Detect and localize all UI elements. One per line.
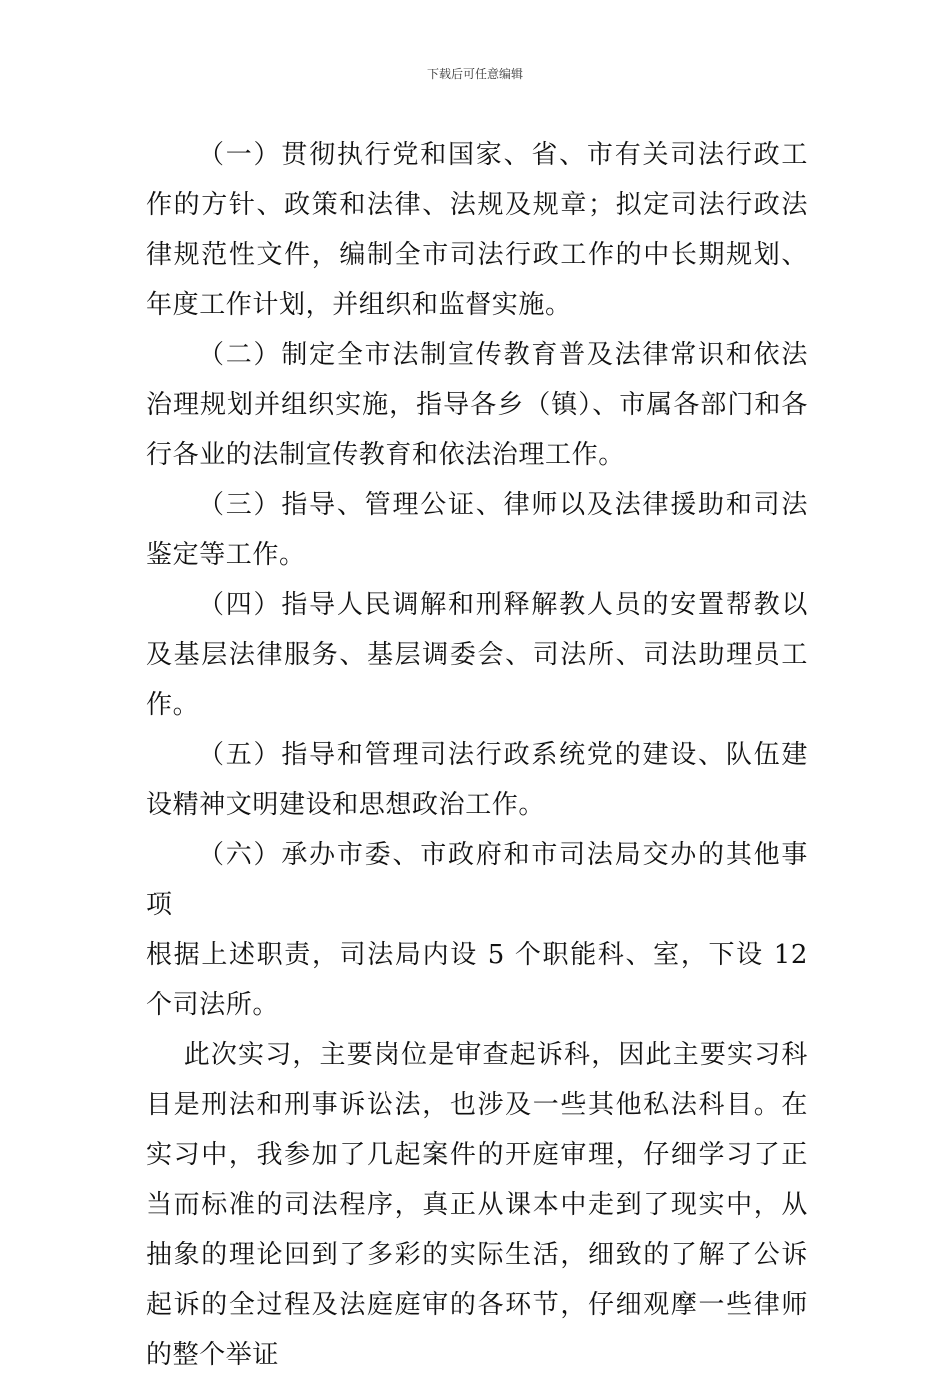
paragraph-internship: 此次实习，主要岗位是审查起诉科，因此主要实习科目是刑法和刑事诉讼法，也涉及一些其他私法科目。在实习中，我参加了几起案件的开庭审理，仔细学习了正当而标准的司法程序，真正从课本中走到了现实中，从抽象的理论回到了多彩的实际生活，细致的了解了公诉起诉的全过程及法庭庭审的各环节，仔细观摩一些律师的整个举证: [146, 1040, 808, 1370]
paragraph-item-3: （三）指导、管理公证、律师以及法律援助和司法鉴定等工作。: [146, 490, 808, 570]
paragraph-item-5: （五）指导和管理司法行政系统党的建设、队伍建设精神文明建设和思想政治工作。: [146, 740, 808, 820]
paragraph-item-4: （四）指导人民调解和刑释解教人员的安置帮教以及基层法律服务、基层调委会、司法所、司法助理员工作。: [146, 590, 808, 720]
paragraph-item-2: （二）制定全市法制宣传教育普及法律常识和依法治理规划并组织实施，指导各乡（镇）、市属各部门和各行各业的法制宣传教育和依法治理工作。: [146, 340, 808, 470]
document-body: [146, 130, 808, 1380]
paragraph-responsibilities: 根据上述职责，司法局内设 5 个职能科、室，下设 12 个司法所。: [146, 940, 808, 1020]
paragraph-item-6: （六）承办市委、市政府和市司法局交办的其他事项: [146, 840, 808, 920]
page-header: 下载后可任意编辑: [426, 67, 523, 81]
paragraph-item-1: （一）贯彻执行党和国家、省、市有关司法行政工作的方针、政策和法律、法规及规章；拟定司法行政法律规范性文件，编制全市司法行政工作的中长期规划、年度工作计划，并组织和监督实施。: [146, 140, 808, 320]
